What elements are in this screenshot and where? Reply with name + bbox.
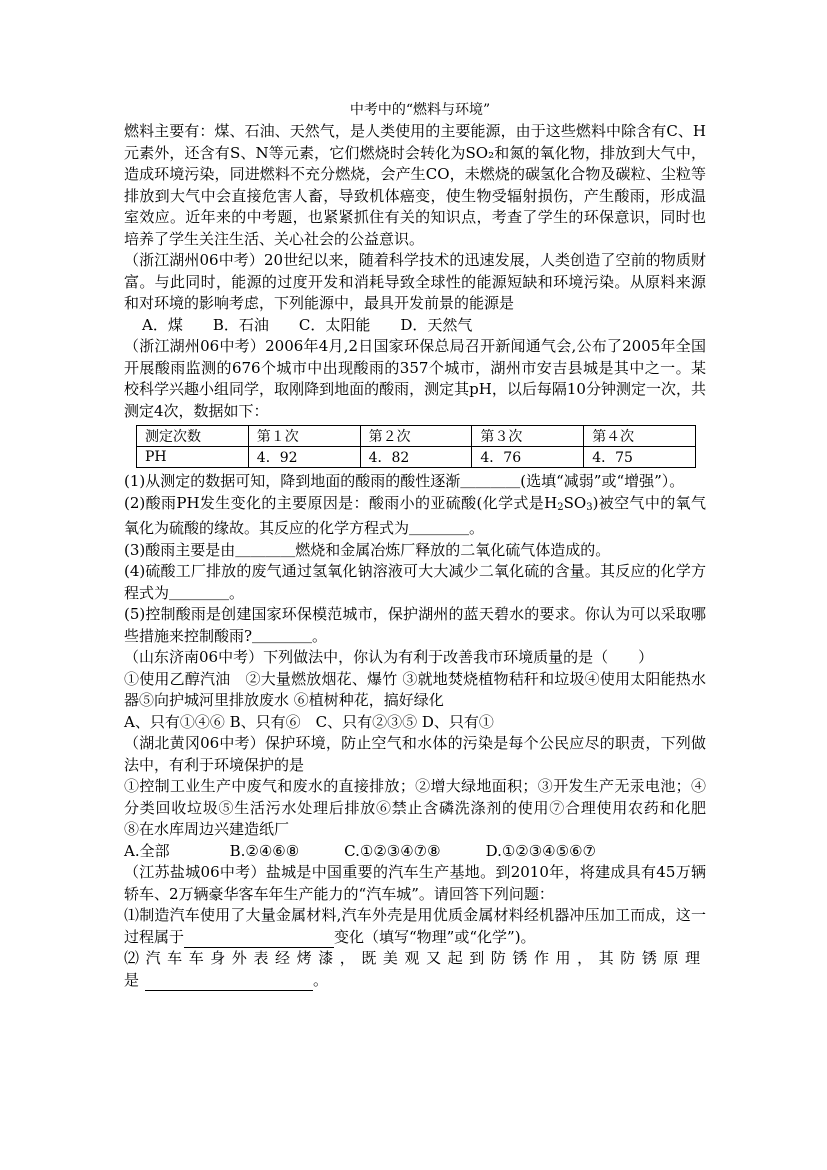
q5-stem: （江苏盐城06中考）盐城是中国重要的汽车生产基地。到2010年，将建成具有45万辆轿车、2万辆豪华客车年生产能力的“汽车城”。请回答下列问题： xyxy=(124,863,706,903)
q2-sub2-text-c: )被空气中的氧气氧化为硫酸的缘故。其反应的化学方程式为＿＿＿＿。 xyxy=(124,493,706,537)
table-cell: 4．92 xyxy=(248,447,360,468)
q4-options: A.全部 B.②④⑥⑧ C.①②③④⑦⑧ D.①②③④⑤⑥⑦ xyxy=(124,841,596,860)
q2-sub2-text-a: (2)酸雨PH发生变化的主要原因是：酸雨小的亚硫酸(化学式是H xyxy=(124,493,558,512)
document-page xyxy=(124,100,722,991)
table-cell: 第１次 xyxy=(248,426,360,447)
q5-sub1-text-a: ⑴制造汽车使用了大量金属材料,汽车外壳是用优质金属材料经机器冲压加工而成，这一过程属于 xyxy=(124,906,706,946)
q2-sub4: (4)硫酸工厂排放的废气通过氢氧化钠溶液可大大减少二氧化硫的含量。其反应的化学方程式为＿＿＿＿。 xyxy=(124,562,706,602)
q4-stem: （湖北黄冈06中考）保护环境，防止空气和水体的污染是每个公民应尽的职责，下列做法中，有利于环境保护的是 xyxy=(124,734,706,774)
q2-sub3: (3)酸雨主要是由＿＿＿＿燃烧和金属冶炼厂释放的二氧化硫气体造成的。 xyxy=(124,540,611,559)
table-row xyxy=(137,447,696,468)
q1-options: A．煤 B．石油 C．太阳能 D．天然气 xyxy=(142,315,473,334)
table-cell: 第３次 xyxy=(472,426,584,447)
page-title: 中考中的“燃料与环境” xyxy=(349,102,491,118)
q3-stem: （山东济南06中考）下列做法中，你认为有利于改善我市环境质量的是（ ） xyxy=(124,648,654,666)
q3-options: A、只有①④⑥ B、只有⑥ C、只有②③⑤ D、只有① xyxy=(124,712,494,731)
q2-sub2 xyxy=(124,493,706,540)
q4-items: ①控制工业生产中废气和废水的直接排放；②增大绿地面积；③开发生产无汞电池；④分类回收垃圾⑤生活污水处理后排放⑥禁止含磷洗涤剂的使用⑦合理使用农药和化肥 ⑧在水库周边兴建造纸厂 xyxy=(124,777,722,838)
ph-data-table xyxy=(136,425,696,468)
answer-blank xyxy=(184,931,334,948)
intro-paragraph: 燃料主要有：煤、石油、天然气，是人类使用的主要能源，由于这些燃料中除含有C、H元素外，还含有S、N等元素，它们燃烧时会转化为SO₂和氮的氧化物，排放到大气中，造成环境污染，同进燃料不充分燃烧，会产生CO，未燃烧的碳氢化合物及碳粒、尘粒等排放到大气中会直接危害人畜，导致机体癌变，使生物受辐射损伤，产生酸雨，形成温室效应。近年来的中考题，也紧紧抓住有关的知识点，考查了学生的环保意识，同时也培养了学生关注生活、关心社会的公益意识。 xyxy=(124,122,706,248)
subscript: 3 xyxy=(586,501,593,513)
table-cell: 测定次数 xyxy=(137,426,249,447)
q2-sub1: (1)从测定的数据可知，降到地面的酸雨的酸性逐渐＿＿＿＿(选填“减弱”或“增强”）。 xyxy=(124,472,685,490)
q5-sub1-text-b: 变化（填写“物理”或“化学”)。 xyxy=(334,927,536,946)
q2-sub5: (5)控制酸雨是创建国家环保模范城市，保护湖州的蓝天碧水的要求。你认为可以采取哪些措施来控制酸雨?＿＿＿＿。 xyxy=(124,605,706,645)
q1-stem: （浙江湖州06中考）20世纪以来，随着科学技术的迅速发展，人类创造了空前的物质财富。与此同时，能源的过度开发和消耗导致全球性的能源短缺和环境污染。从原料来源和对环境的影响考虑，下列能源中，最具开发前景的能源是 xyxy=(124,251,706,312)
table-cell: 4．75 xyxy=(584,447,696,468)
answer-blank xyxy=(145,974,313,991)
q2-sub2-text-b: SO xyxy=(563,493,587,512)
q5-sub2-text-a: ⑵汽车车身外表经烤漆，既美观又起到防锈作用，其防锈原理是 xyxy=(124,949,706,989)
q5-sub2-text-b: 。 xyxy=(313,970,335,989)
q5-sub1 xyxy=(124,905,706,948)
table-cell: 4．76 xyxy=(472,447,584,468)
q5-sub2 xyxy=(124,948,706,991)
table-cell: 4．82 xyxy=(360,447,472,468)
subscript: 2 xyxy=(557,501,564,513)
table-header-row xyxy=(137,426,696,447)
q2-stem: （浙江湖州06中考）2006年4月,2日国家环保总局召开新闻通气会,公布了2005年全国开展酸雨监测的676个城市中出现酸雨的357个城市，湖州市安吉县城是其中之一。某校科学兴趣小组同学，取刚降到地面的酸雨，测定其pH，以后每隔10分钟测定一次，共测定4次，数据如下： xyxy=(124,337,706,420)
table-cell: 第４次 xyxy=(584,426,696,447)
q3-items: ①使用乙醇汽油 ②大量燃放烟花、爆竹 ③就地焚烧植物秸秆和垃圾④使用太阳能热水器⑤向护城河里排放废水 ⑥植树种花，搞好绿化 xyxy=(124,669,706,709)
table-cell: 第２次 xyxy=(360,426,472,447)
table-cell: PH xyxy=(137,447,249,468)
